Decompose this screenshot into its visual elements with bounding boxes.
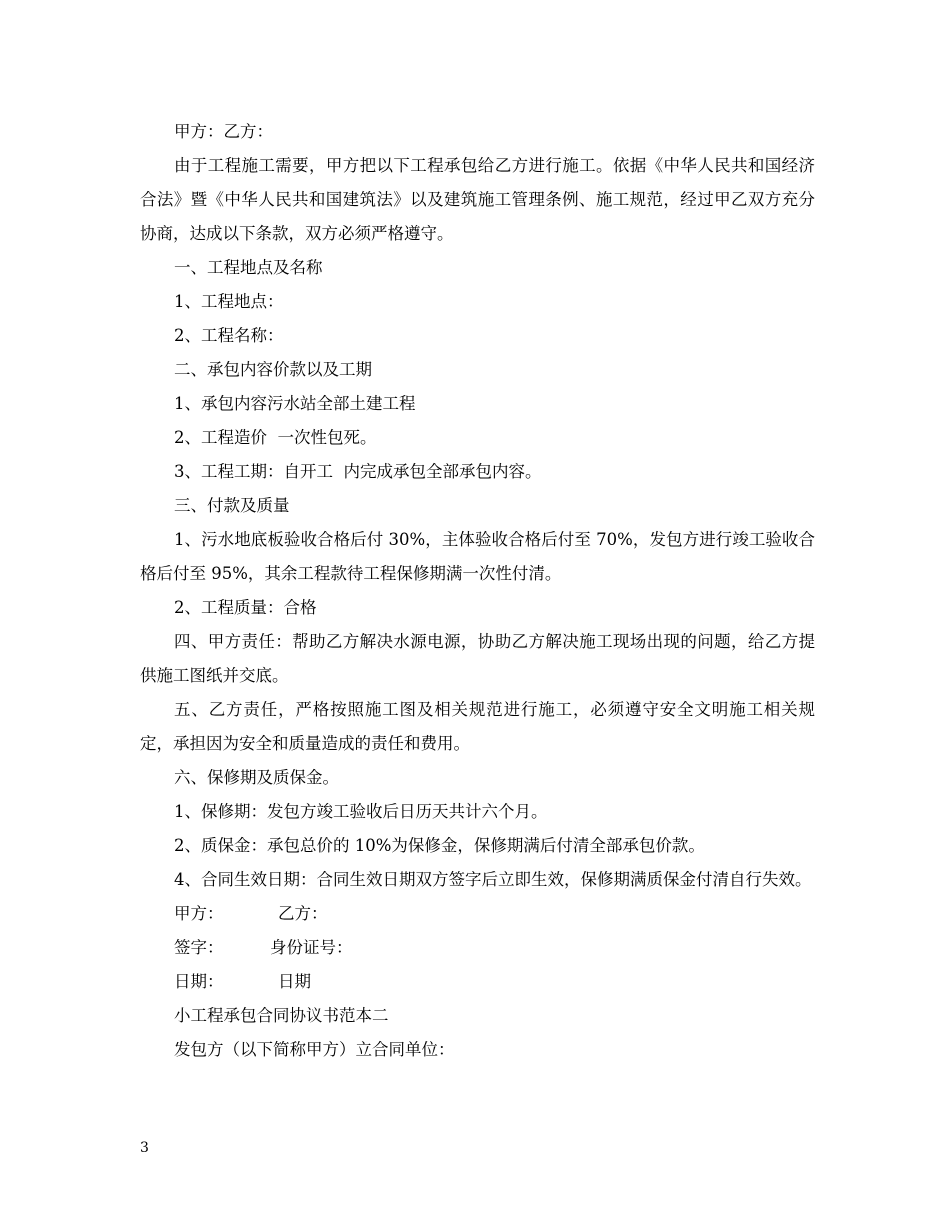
document-body [140,115,815,1067]
contractor-unit-line: 发包方（以下简称甲方）立合同单位： [174,1040,455,1059]
date-label-a: 日期： [174,972,224,991]
scope-duration-line: 3、工程工期：自开工 内完成承包全部承包内容。 [174,462,542,481]
parties-header: 甲方：乙方： [174,122,273,141]
id-number-label: 身份证号： [270,938,353,957]
signature-date-row [140,965,815,999]
signature-label: 签字： [174,938,224,957]
section-heading-warranty: 六、保修期及质保金。 [174,768,339,787]
scope-content-line: 1、承包内容污水站全部土建工程 [174,394,416,413]
effective-date-paragraph: 4、合同生效日期：合同生效日期双方签字后立即生效，保修期满质保金付清自行失效。 [174,870,812,889]
payment-terms-paragraph: 1、污水地底板验收合格后付 30%，主体验收合格后付至 70%，发包方进行竣工验收合格后付至 95%，其余工程款待工程保修期满一次性付清。 [140,530,815,583]
preamble-paragraph: 由于工程施工需要，甲方把以下工程承包给乙方进行施工。依据《中华人民共和国经济合法》暨《中华人民共和国建筑法》以及建筑施工管理条例、施工规范，经过甲乙双方充分协商，达成以下条款，双方必须严格遵守。 [140,156,815,243]
signature-id-row [140,931,815,965]
project-location-line: 1、工程地点： [174,292,284,311]
party-a-duties-paragraph: 四、甲方责任：帮助乙方解决水源电源，协助乙方解决施工现场出现的问题，给乙方提供施工图纸并交底。 [140,632,815,685]
second-template-title: 小工程承包合同协议书范本二 [174,1006,389,1025]
page-number: 3 [140,1140,149,1156]
quality-line: 2、工程质量：合格 [174,598,317,617]
warranty-period-line: 1、保修期：发包方竣工验收后日历天共计六个月。 [174,802,548,821]
scope-price-line: 2、工程造价 一次性包死。 [174,428,377,447]
party-b-duties-paragraph: 五、乙方责任，严格按照施工图及相关规范进行施工，必须遵守安全文明施工相关规定，承担因为安全和质量造成的责任和费用。 [140,700,815,753]
party-b-label: 乙方： [278,904,328,923]
signature-parties-row [140,897,815,931]
retention-money-line: 2、质保金：承包总价的 10%为保修金，保修期满后付清全部承包价款。 [174,836,705,855]
section-heading-location: 一、工程地点及名称 [174,258,323,277]
section-heading-payment: 三、付款及质量 [174,496,290,515]
section-heading-scope: 二、承包内容价款以及工期 [174,360,372,379]
date-label-b: 日期 [278,972,311,991]
party-a-label: 甲方： [174,904,224,923]
project-name-line: 2、工程名称： [174,326,284,345]
